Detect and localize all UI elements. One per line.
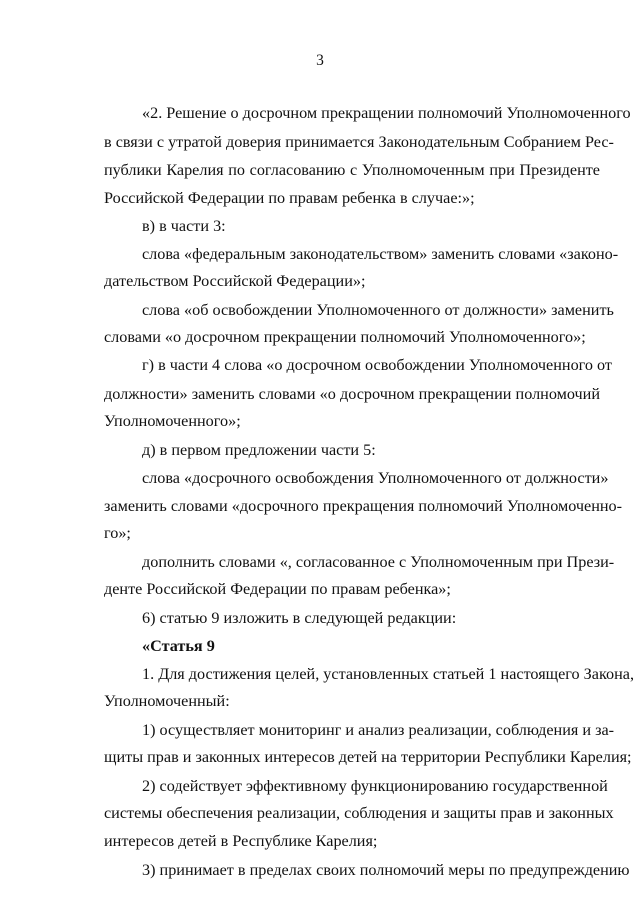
text-line: в) в части 3: [142, 217, 226, 235]
text-line: слова «об освобождении Уполномоченного от должности» заменить [142, 301, 614, 319]
text-line: Российской Федерации по правам ребенка в случае:»; [104, 189, 475, 207]
article-heading: «Статья 9 [142, 637, 215, 655]
text-line: словами «о досрочном прекращении полномочий Уполномоченного»; [104, 328, 586, 346]
text-line: интересов детей в Республике Карелия; [104, 832, 378, 850]
text-line: 6) статью 9 изложить в следующей редакции: [142, 609, 457, 627]
text-line: го»; [104, 524, 131, 542]
text-line: публики Карелия по согласованию с Уполномоченным при Президенте [104, 161, 600, 179]
text-line: Уполномоченного»; [104, 412, 241, 430]
text-line: Уполномоченный: [104, 692, 230, 710]
text-line: 1) осуществляет мониторинг и анализ реализации, соблюдения и за- [142, 721, 615, 739]
text-line: 3) принимает в пределах своих полномочий меры по предупреждению [142, 861, 630, 879]
text-line: системы обеспечения реализации, соблюдения и защиты прав и законных [104, 804, 614, 822]
text-line: 1. Для достижения целей, установленных статьей 1 настоящего Закона, [142, 665, 635, 683]
text-line: дополнить словами «, согласованное с Уполномоченным при Прези- [142, 553, 615, 571]
text-line: денте Российской Федерации по правам ребенка»; [104, 580, 451, 598]
text-line: г) в части 4 слова «о досрочном освобождении Уполномоченного от [142, 356, 612, 374]
text-line: д) в первом предложении части 5: [142, 441, 376, 459]
text-line: должности» заменить словами «о досрочном прекращении полномочий [104, 385, 600, 403]
text-line: слова «федеральным законодательством» заменить словами «законо- [142, 245, 619, 263]
page-number: 3 [316, 52, 324, 69]
text-line: заменить словами «досрочного прекращения полномочий Уполномоченно- [104, 497, 623, 515]
text-line: 2) содействует эффективному функционированию государственной [142, 777, 608, 795]
text-line: дательством Российской Федерации»; [104, 272, 366, 290]
text-line: «2. Решение о досрочном прекращении полномочий Уполномоченного [142, 104, 631, 122]
text-line: в связи с утратой доверия принимается Законодательным Собранием Рес- [104, 133, 614, 151]
text-line: щиты прав и законных интересов детей на территории Республики Карелия; [104, 748, 632, 766]
text-line: слова «досрочного освобождения Уполномоченного от должности» [142, 469, 609, 487]
